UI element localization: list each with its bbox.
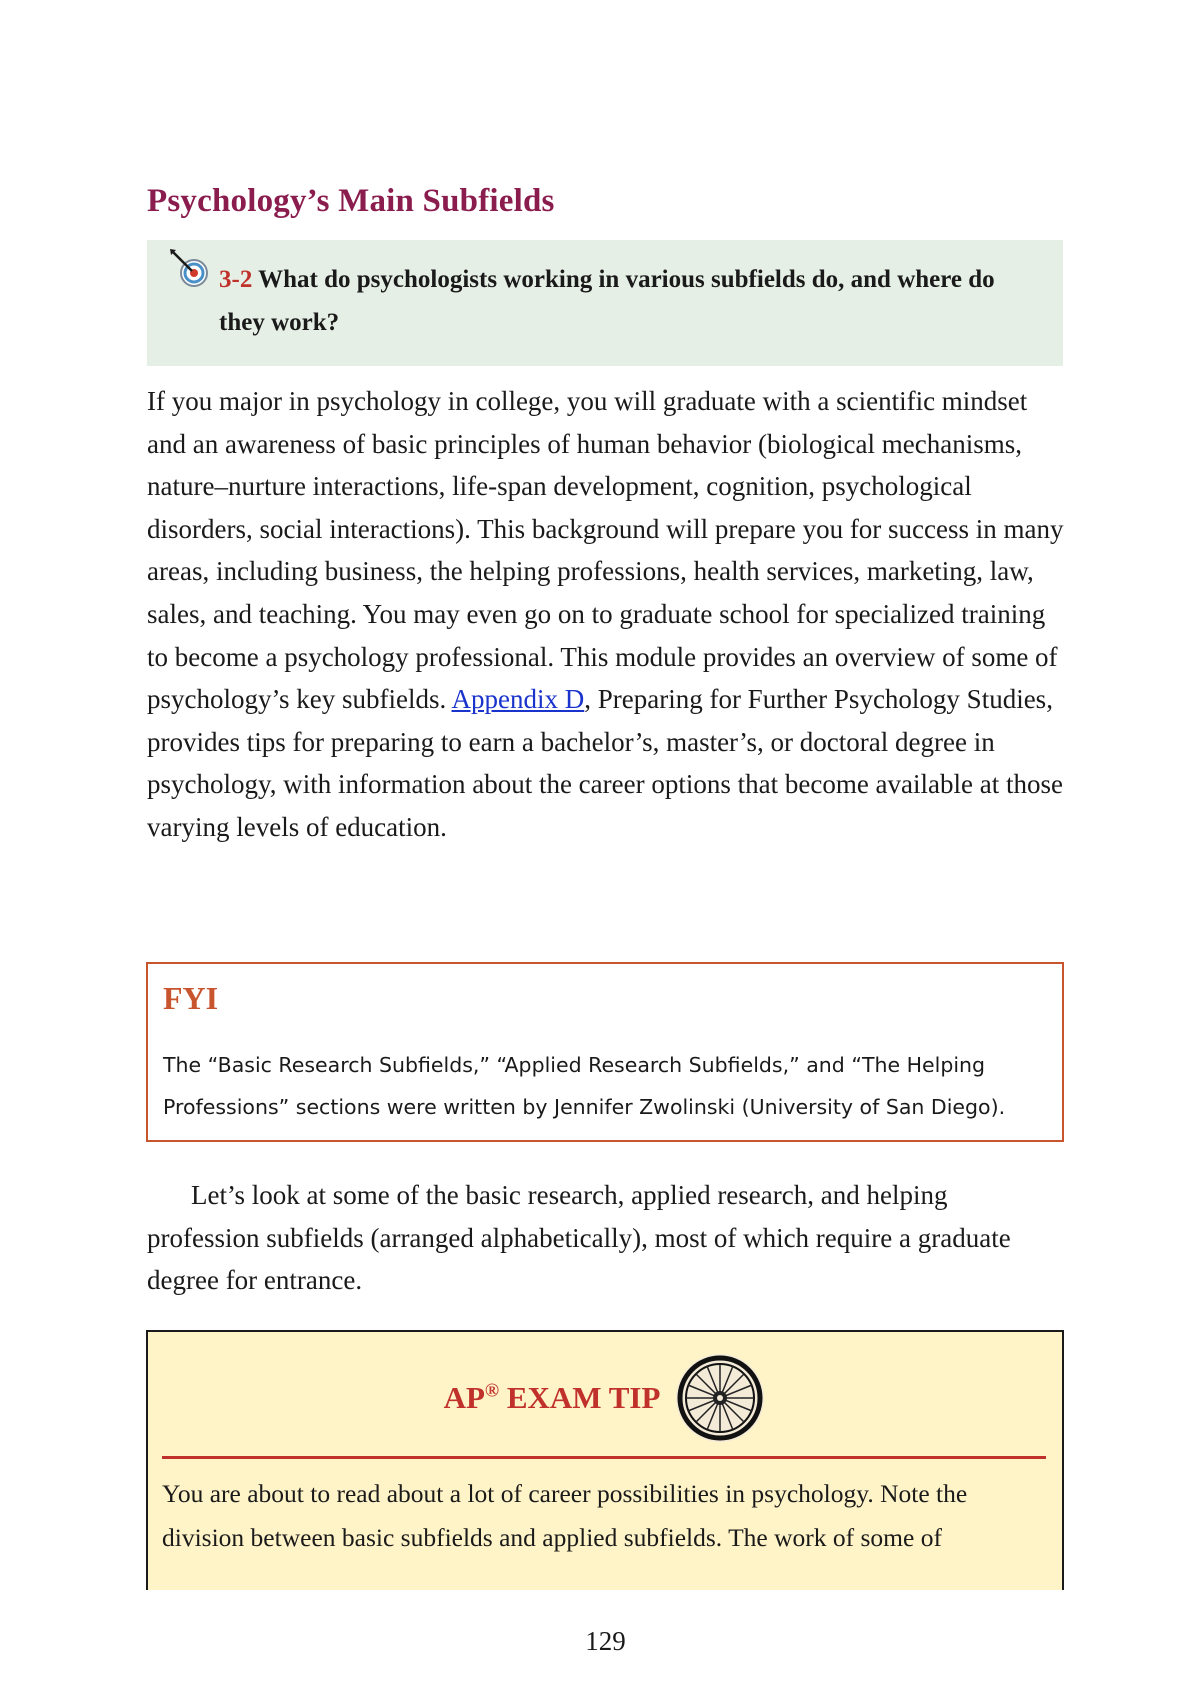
learning-objective-text — [219, 258, 1039, 344]
section-title: Psychology’s Main Subfields — [147, 183, 555, 219]
exam-tip-title: AP® EXAM TIP — [443, 1380, 661, 1415]
appendix-d-link[interactable]: Appendix D — [451, 684, 585, 715]
objective-number: 3-2 — [219, 266, 253, 293]
wheel-icon — [674, 1352, 766, 1444]
objective-question: What do psychologists working in various subfields do, and where do they work? — [219, 266, 995, 336]
page-number: 129 — [585, 1626, 626, 1656]
exam-tip-header — [148, 1352, 1062, 1442]
fyi-text: The “Basic Research Subfields,” “Applied Research Subfields,” and “The Helping Professions” sections were written by Jennifer Zwolinski (University of San Diego). — [163, 1053, 1006, 1119]
intro-text: If you major in psychology in college, you will graduate with a scientific mindset and an awareness of basic principles of human behavior (biological mechanisms, nature–nurture interactions, life-span development, cognition, psychological disorders, social interactions). This background will prepare you for success in many areas, including business, the helping professions, health services, marketing, law, sales, and teaching. You may even go on to graduate school for specialized training to become a psychology professional. This module provides an overview of some of psychology’s key subfields. — [147, 386, 1064, 715]
intro-paragraph — [147, 380, 1065, 849]
target-icon — [169, 248, 211, 290]
fyi-title: FYI — [163, 980, 219, 1016]
intro-text-continued: , Preparing for Further Psychology Studies, provides tips for preparing to earn a bachelor’s, master’s, or doctoral degree in psychology, with information about the career options that become available at those varying levels of education. — [147, 684, 1063, 842]
exam-tip-divider — [162, 1456, 1046, 1459]
subfields-paragraph: Let’s look at some of the basic research, applied research, and helping profession subfields (arranged alphabetically), most of which require a graduate degree for entrance. — [147, 1180, 1011, 1296]
exam-tip-text: You are about to read about a lot of career possibilities in psychology. Note the division between basic subfields and applied subfields. The work of some of — [162, 1479, 968, 1552]
exam-tip-box — [146, 1330, 1064, 1590]
fyi-box — [146, 962, 1064, 1142]
learning-objective-box — [147, 240, 1063, 366]
